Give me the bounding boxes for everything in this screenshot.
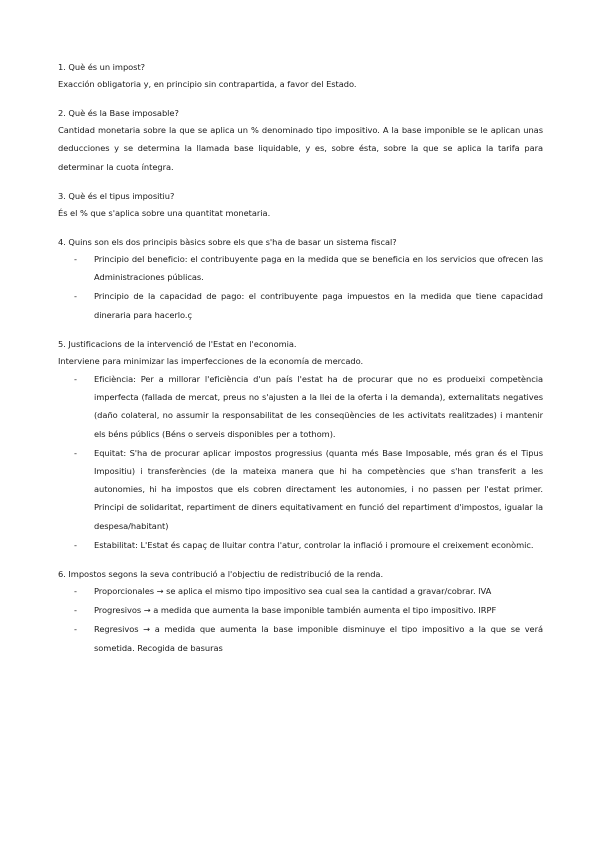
list-item-text: Regresivos → a medida que aumenta la base imponible disminuye el tipo impositivo a la que se verá sometida. Recogida de basuras (94, 624, 543, 653)
list-item (74, 601, 543, 619)
list-item (74, 620, 543, 656)
question-2-title: 2. Què és la Base imposable? (58, 108, 179, 119)
bullet-dash: - (74, 447, 77, 458)
question-1 (58, 60, 543, 93)
list-item (74, 250, 543, 286)
list-item-text: Eficiència: Per a millorar l'eficiència d'un país l'estat ha de procurar que no es produeixi competència imperfecta (fallada de mercat, preus no s'ajusten a la llei de la oferta i la demanda), externalitats negatives (daño colateral, no assumir la responsabilitat de les conseqüències de les activitats realitzades) i mantenir els béns públics (Béns o serveis disponibles per a tothom). (94, 374, 543, 439)
list-item-text: Principio de la capacidad de pago: el contribuyente paga impuestos en la medida que tiene capacidad dineraria para hacerlo.ç (94, 291, 543, 320)
list-item (74, 370, 543, 443)
bullet-dash: - (74, 624, 77, 635)
question-4 (58, 235, 543, 324)
list-item (74, 582, 543, 600)
question-5-intro: Interviene para minimizar las imperfecciones de la economía de mercado. (58, 355, 364, 366)
question-3-answer: És el % que s'aplica sobre una quantitat monetaria. (58, 207, 271, 218)
question-5-title: 5. Justificacions de la intervenció de l'Estat en l'economia. (58, 338, 297, 349)
list-item-text: Proporcionales → se aplica el mismo tipo impositivo sea cual sea la cantidad a gravar/cobrar. IVA (94, 586, 492, 597)
question-1-title: 1. Què és un impost? (58, 62, 146, 72)
question-4-title: 4. Quins son els dos principis bàsics sobre els que s'ha de basar un sistema fiscal? (58, 237, 397, 248)
question-2 (58, 106, 543, 176)
question-1-answer: Exacción obligatoria y, en principio sin contrapartida, a favor del Estado. (58, 79, 357, 89)
question-2-answer: Cantidad monetaria sobre la que se aplica un % denominado tipo impositivo. A la base imponible se le aplican unas deducciones y se determina la llamada base liquidable, y es, sobre ésta, sobre la que se aplica la tarifa para determinar la cuota íntegra. (58, 125, 543, 172)
question-6-title: 6. Impostos segons la seva contribució a l'objectiu de redistribució de la renda. (58, 569, 384, 580)
question-6 (58, 567, 543, 657)
list-item (74, 444, 543, 535)
bullet-dash: - (74, 539, 77, 550)
list-item (74, 287, 543, 323)
bullet-dash: - (74, 586, 77, 597)
question-3 (58, 189, 543, 222)
question-6-list (58, 582, 543, 657)
bullet-dash: - (74, 605, 77, 616)
question-5-list (58, 370, 543, 554)
list-item-text: Progresivos → a medida que aumenta la base imponible también aumenta el tipo impositivo. IRPF (94, 605, 497, 616)
list-item-text: Equitat: S'ha de procurar aplicar impostos progressius (quanta més Base Imposable, més gran és el Tipus Impositiu) i transferències (de la mateixa manera que hi ha competències que s'han transferit a les autonomies, hi ha impostos que els cobren directament les autonomies, i no passen per l'estat primer. Principi de solidaritat, repartiment de diners equitativament en funció del repartiment d'impostos, igualar la despesa/habitant) (94, 447, 543, 531)
question-5 (58, 337, 543, 554)
bullet-dash: - (74, 374, 77, 385)
list-item-text: Estabilitat: L'Estat és capaç de lluitar contra l'atur, controlar la inflació i promoure el creixement econòmic. (94, 539, 534, 550)
document-page (58, 60, 543, 670)
question-4-list (58, 250, 543, 324)
bullet-dash: - (74, 291, 77, 302)
question-3-title: 3. Què és el tipus impositiu? (58, 190, 175, 201)
list-item (74, 536, 543, 554)
bullet-dash: - (74, 254, 77, 265)
list-item-text: Principio del beneficio: el contribuyente paga en la medida que se beneficia en los servicios que ofrecen las Administraciones públicas. (94, 254, 543, 283)
